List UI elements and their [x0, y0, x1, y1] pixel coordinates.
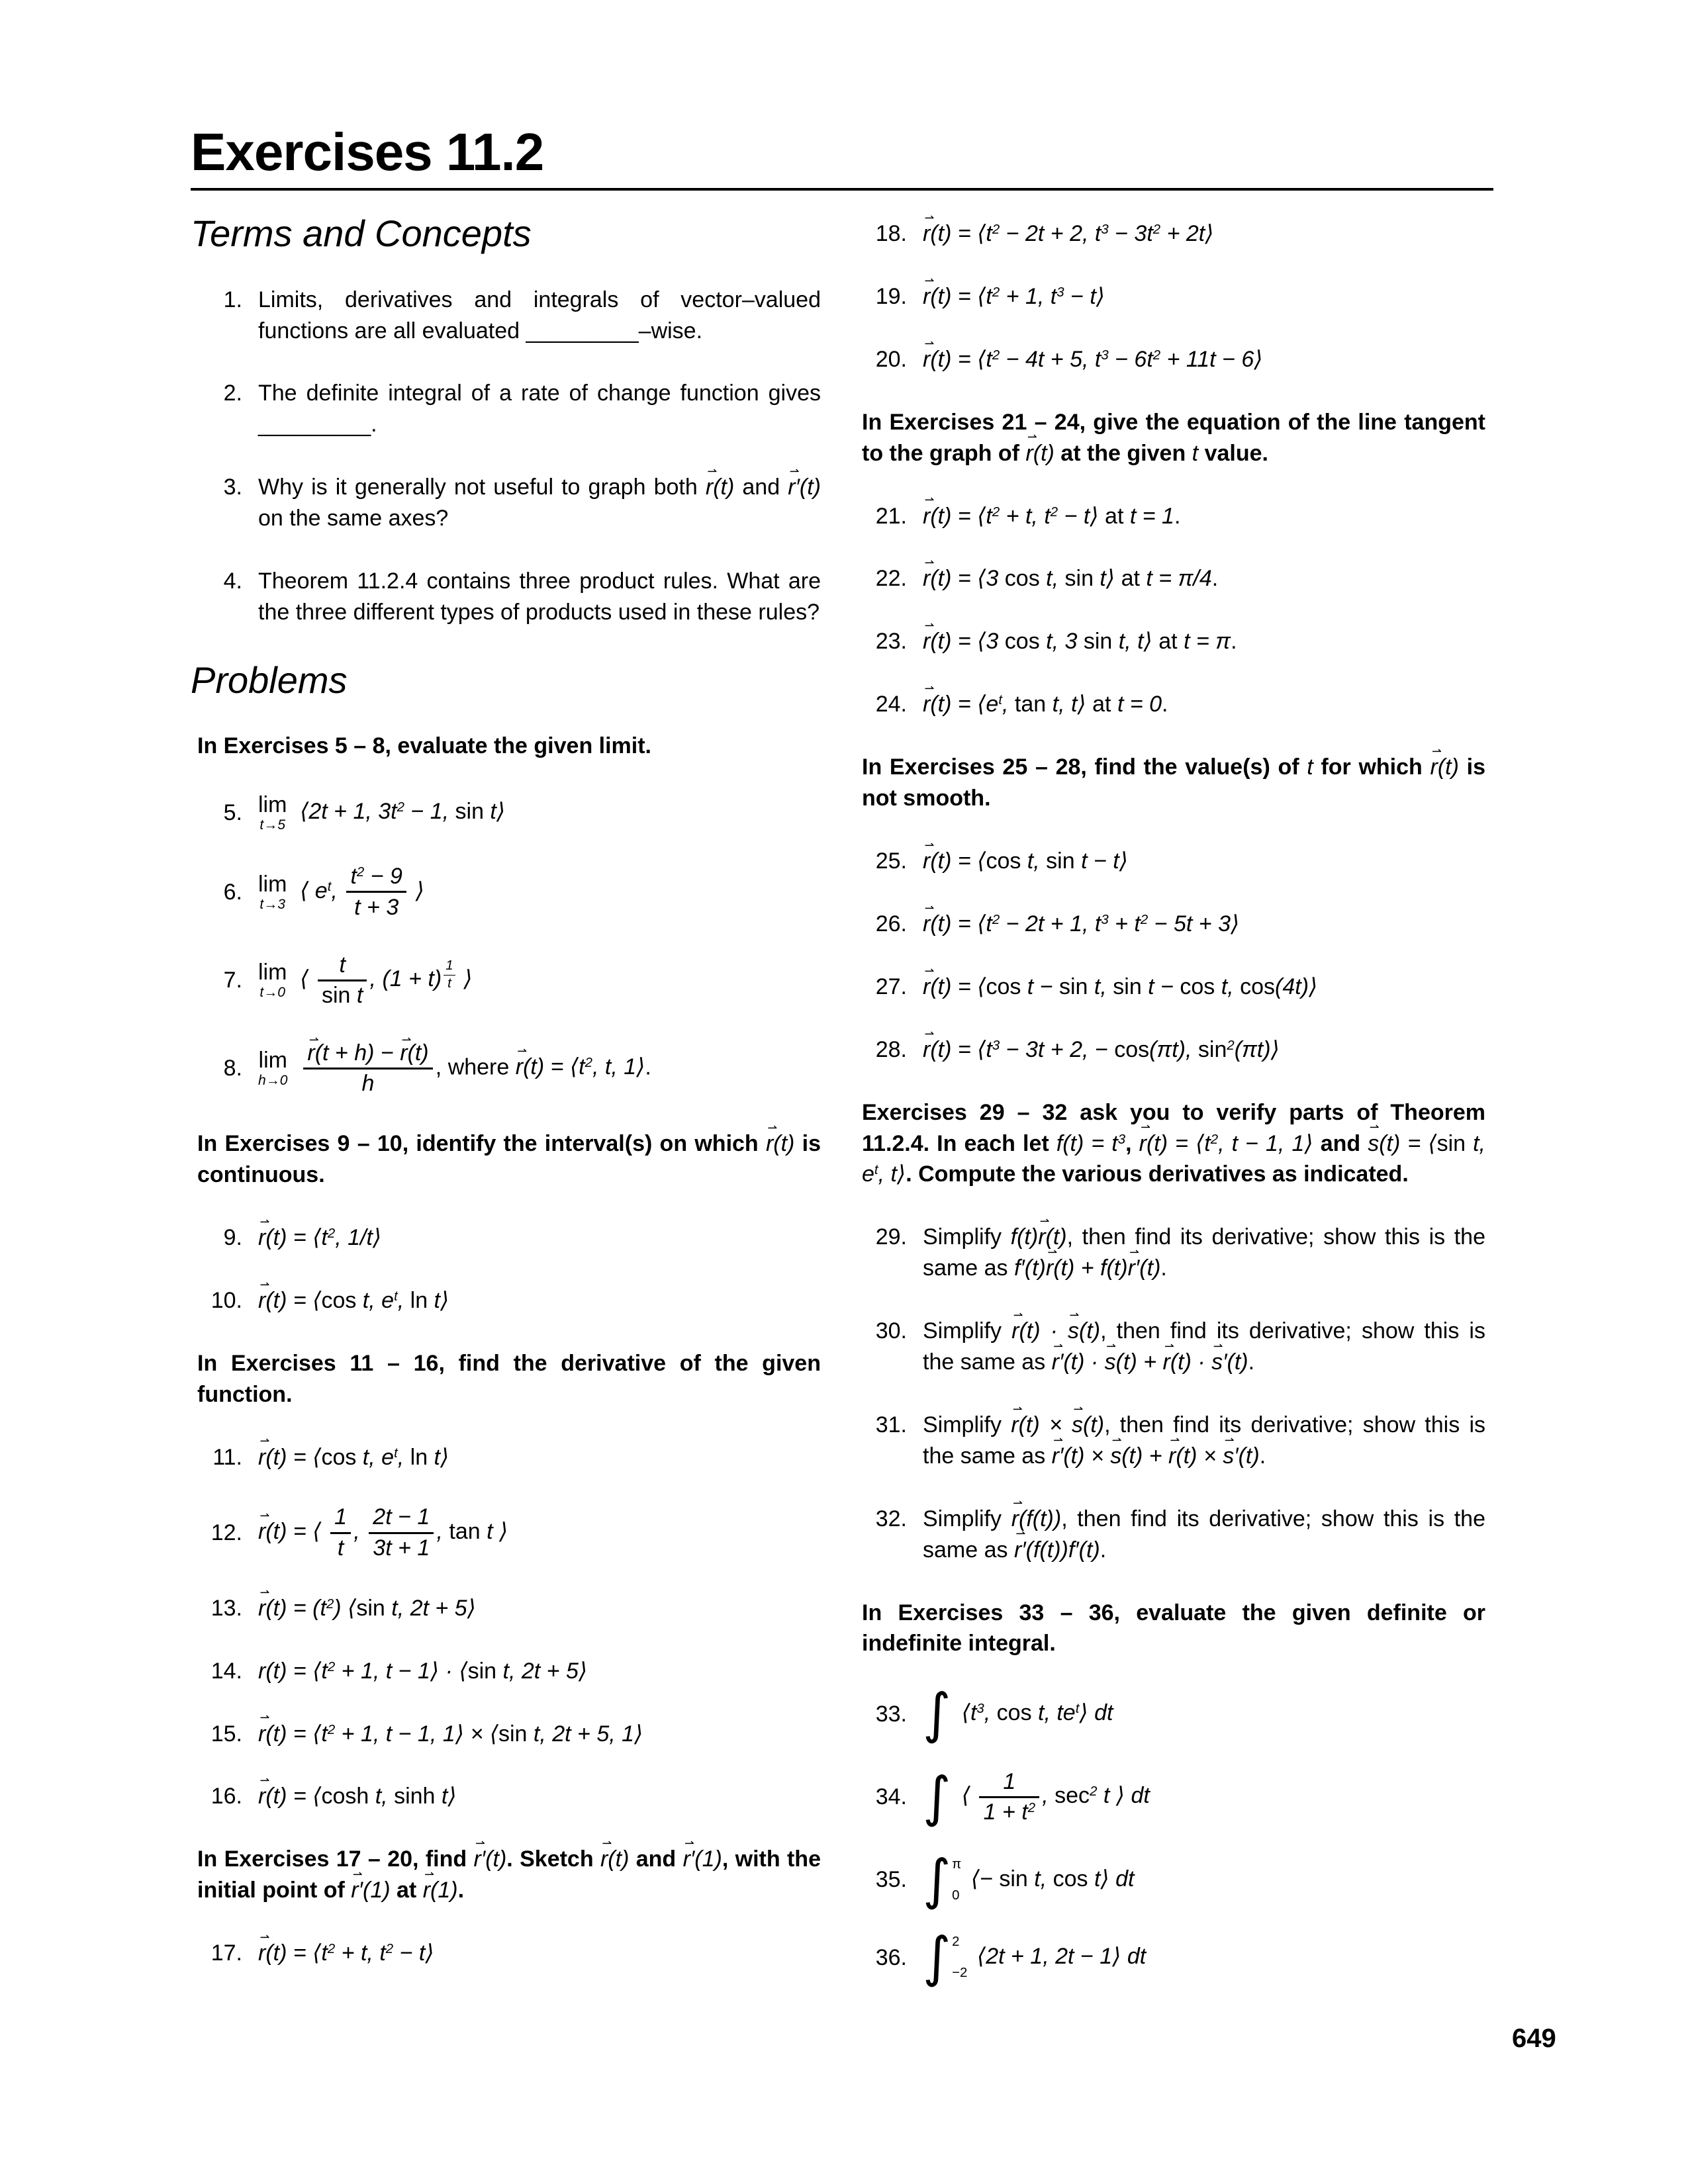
item-number: 34. — [875, 1784, 907, 1809]
item-text: Theorem 11.2.4 contains three product rules. What are the three different types of products used in these rules? — [258, 569, 821, 625]
item-text: r ⇀(t) = $⟨t^2 - 4t + 5$, $t^3 - 6t^2 + 11t$ − 6⟩ — [923, 344, 1485, 375]
item-number: 19. — [875, 283, 907, 309]
exercise-item — [191, 1442, 821, 1473]
exercise-item — [191, 1719, 821, 1750]
exercise-item — [855, 1765, 1485, 1829]
item-text: Simplify f(t)r ⇀(t), then find its derivative; show this is the same as f′(t)r ⇀(t) + f(t)r ⇀′(t). — [923, 1222, 1485, 1284]
item-number: 26. — [875, 911, 907, 936]
item-number: 13. — [211, 1595, 242, 1621]
item-text: r ⇀(t) = ⟨cos t − sin t, sin t − cos t, cos(4t)⟩ — [923, 972, 1485, 1003]
exercise-item — [855, 846, 1485, 877]
item-text: r ⇀(t) = ⟨cos t, $e^t$, ln t⟩ — [258, 1285, 821, 1316]
item-text: Why is it generally not useful to graph both r ⇀(t) and r ⇀′(t) on the same axes? — [258, 472, 821, 534]
item-text: r ⇀(t) = $⟨t^2 + t$, $t^2$ − t⟩ at t = 1. — [923, 501, 1485, 532]
exercise-item — [855, 281, 1485, 312]
item-text: The definite integral of a rate of change function gives _________. — [258, 381, 821, 437]
item-number: 10. — [211, 1287, 242, 1313]
item-text: r ⇀(t) = $⟨t^2 + 1$, $t^3$ − t⟩ — [923, 281, 1485, 312]
exercise-item — [855, 1926, 1485, 1989]
item-number: 12. — [211, 1520, 242, 1545]
exercise-item — [191, 1938, 821, 1969]
item-number: 14. — [211, 1658, 242, 1684]
exercise-item — [855, 501, 1485, 532]
item-text: r ⇀(t) = $⟨t^2 - 2t + 2$, $t^3 - 3t^2$ + 2t⟩ — [923, 218, 1485, 250]
item-number: 8. — [223, 1056, 242, 1081]
exercise-item — [855, 1034, 1485, 1066]
right-column — [855, 218, 1485, 2013]
item-number: 4. — [223, 569, 242, 594]
item-number: 11. — [212, 1444, 242, 1470]
item-number: 18. — [875, 221, 907, 246]
item-number: 1. — [223, 287, 242, 312]
item-number: 32. — [875, 1506, 907, 1531]
item-number: 20. — [875, 346, 907, 372]
item-text: r ⇀(t) = ⟨cos t, sin t − t⟩ — [923, 846, 1485, 877]
item-number: 3. — [223, 475, 242, 500]
item-number: 23. — [875, 629, 907, 655]
title-underline-rule — [191, 122, 1493, 191]
item-text: ∫ 2 −2 ⟨2t + 1, 2t − 1⟩ dt — [923, 1926, 1147, 1989]
exercise-item — [191, 1285, 821, 1316]
item-number: 30. — [875, 1318, 907, 1344]
exercise-item — [855, 1222, 1485, 1284]
section-heading: Problems — [191, 659, 348, 701]
item-number: 16. — [211, 1784, 242, 1809]
exercise-item — [855, 1316, 1485, 1378]
exercise-instruction: Exercises 29 – 32 ask you to verify parts of Theorem 11.2.4. In each let $f(t) = t^3$, r ⇀(t) = $⟨t^2$, t − 1, 1⟩ and s ⇀(t) = ⟨sin t, $e^t$, t⟩. Compute the various derivatives as indicated. — [855, 1097, 1485, 1191]
exercise-instruction: In Exercises 21 – 24, give the equation of the line tangent to the graph of r ⇀(t) at the given t value. — [855, 407, 1485, 469]
exercise-item — [855, 563, 1485, 594]
item-text: r ⇀(t) = $⟨t^3 - 3t + 2$, − cos(πt), $\sin^2(\pi t)⟩$ — [923, 1034, 1485, 1066]
exercise-instruction: In Exercises 25 – 28, find the value(s) of t for which r ⇀(t) is not smooth. — [855, 752, 1485, 814]
item-text: r ⇀(t) = ⟨3 cos t, sin t⟩ at t = π/4. — [923, 563, 1485, 594]
item-text: r ⇀(t) = $⟨t^2 + 1$, t − 1, 1⟩ × ⟨sin t, 2t + 5, 1⟩ — [258, 1719, 821, 1750]
exercise-item — [855, 909, 1485, 940]
exercise-item — [191, 285, 821, 347]
exercise-item — [191, 566, 821, 628]
exercise-item — [855, 972, 1485, 1003]
item-text: r ⇀(t) = ⟨cosh t, sinh t⟩ — [258, 1781, 821, 1812]
item-text: r ⇀(t) = ⟨3 cos t, 3 sin t, t⟩ at t = π. — [923, 626, 1485, 657]
item-text: r ⇀(t) = $⟨e^t$, tan t, t⟩ at t = 0. — [923, 689, 1485, 720]
item-number: 35. — [875, 1867, 907, 1893]
item-text: r ⇀(t) = ⟨cos t, $e^t$, ln t⟩ — [258, 1442, 821, 1473]
exercise-instruction: In Exercises 11 – 16, find the derivative of the given function. — [197, 1350, 821, 1407]
item-text: r ⇀(t) = $⟨t^2 + t$, $t^2$ − t⟩ — [258, 1938, 821, 1969]
exercise-instruction: In Exercises 17 – 20, find r ⇀′(t). Sketch r ⇀(t) and r ⇀′(1), with the initial point of r ⇀′(1) at r ⇀(1). — [191, 1844, 821, 1906]
item-text: ∫ π 0 ⟨− sin t, cos t⟩ dt — [923, 1848, 1135, 1911]
exercise-item — [855, 1504, 1485, 1566]
item-number: 17. — [211, 1940, 242, 1966]
exercise-item — [191, 1656, 821, 1687]
item-text: Simplify r ⇀(t) × s ⇀(t), then find its derivative; show this is the same as r ⇀′(t) × s ⇀(t) + r ⇀(t) × s ⇀′(t). — [923, 1410, 1485, 1472]
exercise-item — [855, 344, 1485, 375]
item-text: $r(t) = ⟨t^2 + 1$, t − 1⟩ · ⟨sin t, 2t + 5⟩ — [258, 1658, 588, 1684]
item-text: ∫ $⟨t^3$, cos t, $te^t⟩$ dt — [923, 1682, 1113, 1746]
item-number: 29. — [875, 1224, 907, 1250]
exercise-item — [191, 1040, 821, 1097]
item-number: 25. — [875, 848, 907, 874]
exercise-item — [191, 472, 821, 534]
item-text: Limits, derivatives and integrals of vector–valued functions are all evaluated _________–wise. — [258, 287, 821, 343]
exercise-item — [855, 1410, 1485, 1472]
exercise-item — [855, 1848, 1485, 1911]
item-number: 21. — [875, 503, 907, 529]
exercise-item — [191, 1593, 821, 1624]
exercise-item — [855, 1682, 1485, 1746]
exercise-instruction: In Exercises 9 – 10, identify the interval(s) on which r ⇀(t) is continuous. — [191, 1128, 821, 1191]
item-number: 22. — [875, 566, 907, 592]
item-text: lim t→3 ⟨ $e^t$, $\frac{t^2 - 9}{t + 3}$ ⟩ — [258, 864, 424, 920]
exercise-instruction: In Exercises 5 – 8, evaluate the given limit. — [197, 733, 651, 759]
section-heading: Terms and Concepts — [191, 212, 532, 254]
item-number: 36. — [875, 1944, 907, 1970]
item-number: 6. — [223, 879, 242, 905]
exercise-item — [191, 952, 821, 1009]
exercise-item — [191, 1222, 821, 1253]
item-text: r ⇀(t) = $(t^2)$ ⟨sin t, 2t + 5⟩ — [258, 1593, 821, 1624]
exercise-item — [855, 626, 1485, 657]
item-text: lim t→0 ⟨ $\frac{t}{\text{sin t}}$ , (1 + t) $^{\frac{1}{t}}$ ⟩ — [258, 952, 473, 1008]
item-text: Simplify r ⇀(t) · s ⇀(t), then find its derivative; show this is the same as r ⇀′(t) · s ⇀(t) + r ⇀(t) · s ⇀′(t). — [923, 1316, 1485, 1378]
left-column — [191, 213, 821, 2001]
item-number: 9. — [223, 1224, 242, 1250]
item-text: r ⇀(t) = $⟨t^2 - 2t + 1$, $t^3 + t^2 - 5t$ + 3⟩ — [923, 909, 1485, 940]
item-number: 2. — [223, 381, 242, 406]
exercise-item — [191, 1504, 821, 1561]
item-number: 27. — [875, 974, 907, 999]
exercise-item — [191, 1781, 821, 1812]
item-text: Simplify r ⇀(f(t)), then find its derivative; show this is the same as r ⇀′(f(t))f′(t). — [923, 1504, 1485, 1566]
page-title: Exercises 11.2 — [191, 122, 544, 181]
item-number: 28. — [875, 1036, 907, 1062]
exercise-item — [191, 864, 821, 920]
item-text: r ⇀(t) = $⟨t^2$, 1/t⟩ — [258, 1222, 821, 1253]
exercise-item — [191, 794, 821, 832]
item-number: 24. — [875, 692, 907, 717]
item-number: 15. — [211, 1721, 242, 1747]
item-text: lim t→5 ⟨2t + 1, $3t^2 - 1$, sin t⟩ — [258, 792, 506, 833]
item-text: r ⇀(t) = ⟨ $\frac{1}{t}$ , $\frac{2t - 1}{3t + 1}$ , tan t ⟩ — [258, 1504, 821, 1561]
item-number: 7. — [223, 967, 242, 993]
item-number: 33. — [875, 1701, 907, 1727]
item-number: 31. — [875, 1412, 907, 1437]
page-number: 649 — [1512, 2024, 1556, 2053]
exercise-item — [855, 218, 1485, 250]
exercise-item — [855, 689, 1485, 720]
item-number: 5. — [223, 799, 242, 825]
exercise-instruction: In Exercises 33 – 36, evaluate the given definite or indefinite integral. — [862, 1600, 1485, 1657]
item-text: lim h→0 $\frac{r ⇀(t + h) - r ⇀(t)}{h}$ , where r ⇀(t) = $⟨t^2$, t, 1⟩. — [258, 1040, 821, 1097]
item-text: ∫ ⟨ $\frac{1}{1 + t^2}$ , $\sec^2 t$ ⟩ dt — [923, 1765, 1150, 1829]
exercise-item — [191, 378, 821, 440]
